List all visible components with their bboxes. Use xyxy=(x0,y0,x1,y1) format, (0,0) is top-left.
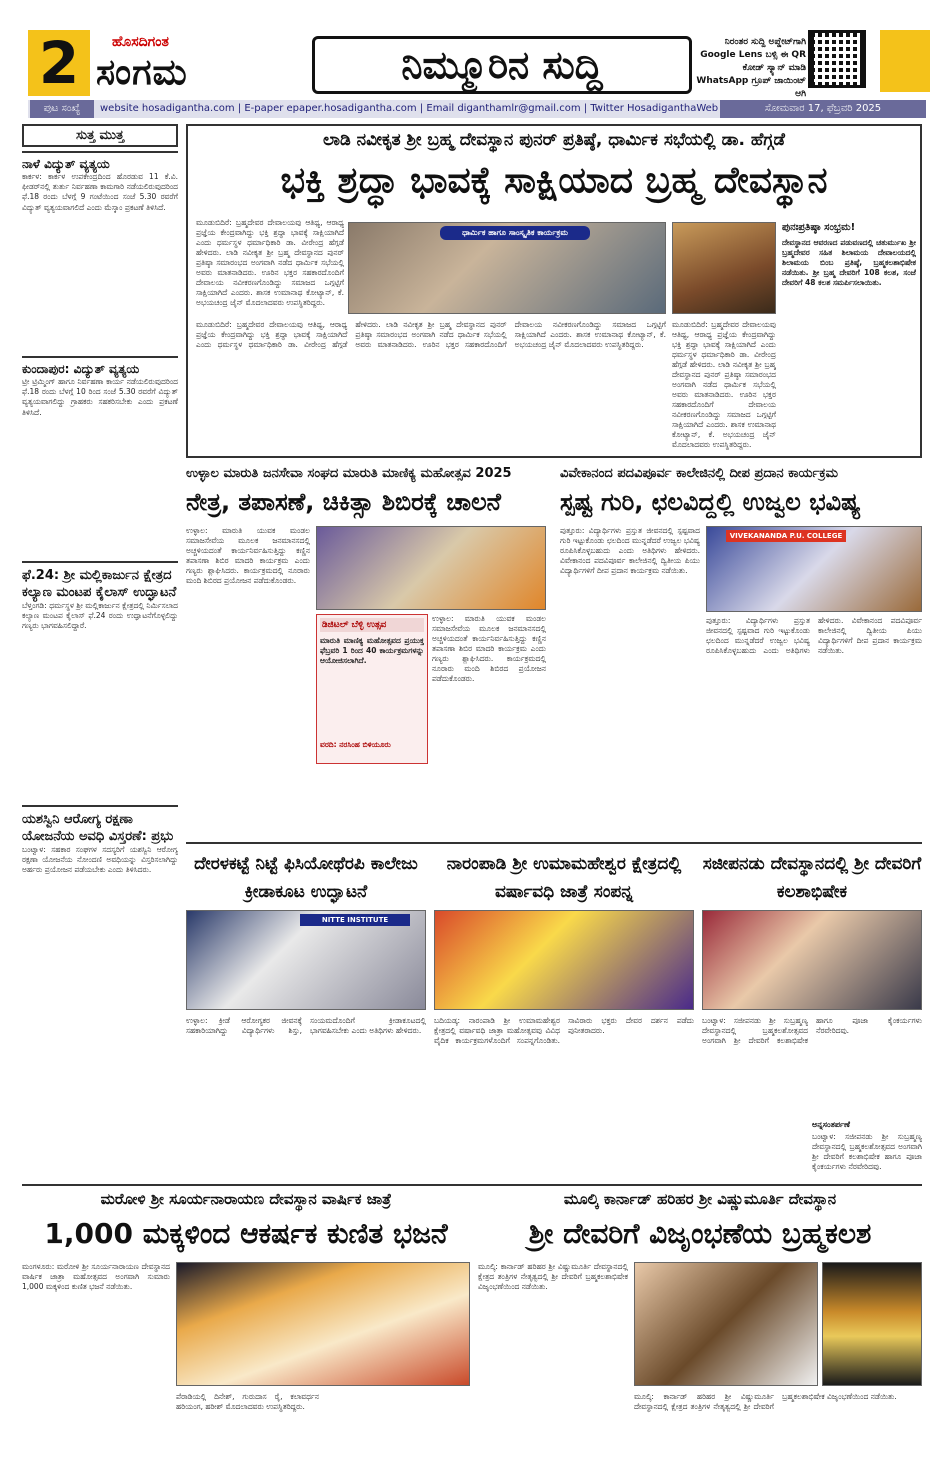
story6-photo xyxy=(702,910,922,1010)
brand-top: ಹೊಸದಿಗಂತ xyxy=(112,34,169,50)
lead-side-title: ಪುನಃಪ್ರತಿಷ್ಠಾ ಸಂಭ್ರಮ! xyxy=(782,222,856,233)
divider xyxy=(22,151,178,153)
qr-note: ನಿರಂತರ ಸುದ್ದಿ ಅಪ್ಡೇಟ್‌ಗಾಗಿ Google Lens ಬಳ್ಸಿ ಈ QR ಕೋಡ್ ಸ್ಕ್ಯಾನ್ ಮಾಡಿ WhatsApp ಗ್ರೂಪ್ ಜಾಯಿಂಟ್ ಆಗಿ xyxy=(696,37,806,99)
story2-headline: ನೇತ್ರ, ತಪಾಸಣೆ, ಚಿಕಿತ್ಸಾ ಶಿಬಿರಕ್ಕೆ ಚಾಲನೆ xyxy=(186,488,501,516)
qr-code-pattern xyxy=(814,36,860,82)
info-links: website hosadigantha.com | E-paper epaper.hosadigantha.com | Email diganthamlr@gmail.com | Twitter HosadiganthaWeb xyxy=(100,103,719,114)
lead-body-col5: ಮೂಡುಬಿದಿರೆ: ಬ್ರಹ್ಮದೇವರ ದೇವಾಲಯವು ಆತಿಥ್ಯ, ಆರಾಧ್ಯ ಪ್ರಜ್ಞೆಯ ಕೇಂದ್ರವಾಗಿದ್ದು ಭಕ್ತಿ ಶ್ರದ್ಧಾ ಭಾವಕ್ಕೆ ಸಾಕ್ಷಿಯಾಗಿದೆ ಎಂದು ಧರ್ಮಸ್ಥಳ ಧರ್ಮಾಧಿಕಾರಿ ಡಾ. ವೀರೇಂದ್ರ ಹೆಗ್ಗಡೆ ಹೇಳಿದರು. ಲಾಡಿ ನವೀಕೃತ ಶ್ರೀ ಬ್ರಹ್ಮ ದೇವಸ್ಥಾನದ ಪುನರ್ ಪ್ರತಿಷ್ಠಾ ಸಮಾರಂಭದ ಅಂಗವಾಗಿ ನಡೆದ ಧಾರ್ಮಿಕ ಸಭೆಯಲ್ಲಿ ಅವರು ಮಾತನಾಡಿದರು. ಊರಿನ ಭಕ್ತರ ಸಹಕಾರದೊಂದಿಗೆ ದೇವಾಲಯ ನವೀಕರಣಗೊಂಡಿದ್ದು ಸಮಾಜದ ಒಗ್ಗಟ್ಟಿಗೆ ಸಾಕ್ಷಿಯಾಗಿದೆ ಎಂದರು. ಶಾಸಕ ಉಮಾನಾಥ ಕೋಟ್ಯಾನ್, ಕೆ. ಅಭಯಚಂದ್ರ ಜೈನ್ ಮೊದಲಾದವರು ಉಪಸ್ಥಿತರಿದ್ದರು. xyxy=(672,320,776,449)
story8-photo-ritual xyxy=(634,1262,818,1386)
story8-photo-idol xyxy=(822,1262,922,1386)
issue-date: ಸೋಮವಾರ 17, ಫೆಬ್ರವರಿ 2025 xyxy=(720,100,926,118)
story5-body: ಬದಿಯಡ್ಕ: ನಾರಂಪಾಡಿ ಶ್ರೀ ಉಮಾಮಹೇಶ್ವರ ಕ್ಷೇತ್ರದಲ್ಲಿ ವರ್ಷಾವಧಿ ಜಾತ್ರಾ ಮಹೋತ್ಸವವು ವಿವಿಧ ವೈದಿಕ ಕಾರ್ಯಕ್ರಮಗಳೊಂದಿಗೆ ಸಂಪನ್ನಗೊಂಡಿತು. ಸಾವಿರಾರು ಭಕ್ತರು ದೇವರ ದರ್ಶನ ಪಡೆದು ಪುನೀತರಾದರು. xyxy=(434,1016,694,1045)
brief-title: ಫೆ.24: ಶ್ರೀ ಮಲ್ಲಿಕಾರ್ಜುನ ಕ್ಷೇತ್ರದ ಕಲ್ಯಾಣ ಮಂಟಪ ಕೈಲಾಸ್ ಉದ್ಘಾಟನೆ xyxy=(22,568,177,600)
story5-headline: ನಾರಂಪಾಡಿ ಶ್ರೀ ಉಮಾಮಹೇಶ್ವರ ಕ್ಷೇತ್ರದಲ್ಲಿ ವರ್ಷಾವಧಿ ಜಾತ್ರೆ ಸಂಪನ್ನ xyxy=(446,854,682,902)
story6-headline: ಸಜೀಪನಡು ದೇವಸ್ಥಾನದಲ್ಲಿ ಶ್ರೀ ದೇವರಿಗೆ ಕಲಶಾಭಿಷೇಕ xyxy=(702,854,922,902)
story7-headline: 1,000 ಮಕ್ಕಳಿಂದ ಆಕರ್ಷಕ ಕುಣಿತ ಭಜನೆ xyxy=(44,1217,448,1250)
info-page-label: ಪುಟ ಸಂಖ್ಯೆ xyxy=(30,100,94,118)
divider xyxy=(186,842,922,844)
story2-kicker: ಉಳ್ಳಾಲ ಮಾರುತಿ ಜನಸೇವಾ ಸಂಘದ ಮಾರುತಿ ಮಾಣಿಕ್ಯ ಮಹೋತ್ಸವ 2025 xyxy=(186,466,512,481)
brief-title: ಕುಂದಾಪುರ: ವಿದ್ಯುತ್ ವ್ಯತ್ಯಯ xyxy=(22,362,140,376)
story4-headline: ದೇರಳಕಟ್ಟೆ ನಿಟ್ಟೆ ಫಿಸಿಯೋಥೆರಪಿ ಕಾಲೇಜು ಕ್ರೀಡಾಕೂಟ ಉದ್ಘಾಟನೆ xyxy=(194,854,418,902)
lead-side-body: ದೇವಸ್ಥಾನದ ಆವರಣದ ಪಡುವಣದಲ್ಲಿ ಚತುರ್ಮುಖ ಶ್ರೀ ಬ್ರಹ್ಮದೇವರ ಸಹಿತ ಶಿಲಾಮಯ ದೇವಾಲಯದಲ್ಲಿ ಶಿಲಾಮಯ ಬಿಂಬ ಪ್ರತಿಷ್ಠೆ, ಬ್ರಹ್ಮಕಲಶಾಭಿಷೇಕ ನಡೆಯಿತು. ಶ್ರೀ ಬ್ರಹ್ಮ ದೇವರಿಗೆ 108 ಕಲಶ, ಸಂಜೆ ದೇವರಿಗೆ 48 ಕಲಶ ಸಮರ್ಪಿಸಲಾಯಿತು. xyxy=(782,238,916,287)
lead-photo-idol xyxy=(672,222,776,314)
story6-body-tail: ಬಂಟ್ವಾಳ: ಸಜೀಪನಡು ಶ್ರೀ ಸುಬ್ರಹ್ಮಣ್ಯ ದೇವಸ್ಥಾನದಲ್ಲಿ ಬ್ರಹ್ಮಕಲಶೋತ್ಸವದ ಅಂಗವಾಗಿ ಶ್ರೀ ದೇವರಿಗೆ ಕಲಶಾಭಿಷೇಕ ಹಾಗೂ ಪೂಜಾ ಕೈಂಕರ್ಯಗಳು ನೆರವೇರಿದವು. xyxy=(812,1132,922,1171)
divider xyxy=(22,356,178,358)
story4-photo-banner: NITTE INSTITUTE xyxy=(300,914,410,926)
divider xyxy=(22,561,178,563)
brief-text: ಕಾರ್ಕಳ: ಕಾರ್ಕಳ ಉಪಕೇಂದ್ರದಿಂದ ಹೊರಡುವ 11 ಕೆ.ವಿ. ಫೀಡರ್‌ನಲ್ಲಿ ತುರ್ತು ನಿರ್ವಹಣಾ ಕಾಮಗಾರಿ ನಡೆಯಲಿರುವುದರಿಂದ ಫೆ.18 ರಂದು ಬೆಳಗ್ಗೆ 9 ಗಂಟೆಯಿಂದ ಸಂಜೆ 5.30 ರವರೆಗೆ ವಿದ್ಯುತ್ ವ್ಯತ್ಯಯವಾಗಲಿದೆ ಎಂದು ಮೆಸ್ಕಾಂ ಪ್ರಕಟಣೆ ತಿಳಿಸಿದೆ. xyxy=(22,172,178,212)
story4-body: ಉಳ್ಳಾಲ: ಕ್ರೀಡೆ ಆರೋಗ್ಯಕರ ಜೀವನಕ್ಕೆ ಸಹಕಾರಿಯಾಗಿದ್ದು ವಿದ್ಯಾರ್ಥಿಗಳು ಶಿಸ್ತು, ಸಂಯಮದೊಂದಿಗೆ ಕ್ರೀಡಾಕೂಟದಲ್ಲಿ ಭಾಗವಹಿಸಬೇಕು ಎಂದು ಅತಿಥಿಗಳು ಹೇಳಿದರು. xyxy=(186,1016,426,1035)
story3-photo-banner: VIVEKANANDA P.U. COLLEGE xyxy=(726,530,846,542)
story8-body: ಮೂಲ್ಕಿ: ಕಾರ್ನಾಡ್ ಹರಿಹರ ಶ್ರೀ ವಿಷ್ಣುಮೂರ್ತಿ ದೇವಸ್ಥಾನದಲ್ಲಿ ಕ್ಷೇತ್ರದ ತಂತ್ರಿಗಳ ನೇತೃತ್ವದಲ್ಲಿ ಶ್ರೀ ದೇವರಿಗೆ ಬ್ರಹ್ಮಕಲಶಾಭಿಷೇಕ ವಿಜೃಂಭಣೆಯಿಂದ ನಡೆಯಿತು. xyxy=(478,1262,628,1291)
brief-text: ಬಂಟ್ವಾಳ: ಸಹಕಾರ ಸಂಘಗಳ ಸದಸ್ಯರಿಗೆ ಯಶಸ್ವಿನಿ ಆರೋಗ್ಯ ರಕ್ಷಣಾ ಯೋಜನೆಯ ನೋಂದಣಿ ಅವಧಿಯನ್ನು ವಿಸ್ತರಿಸಲಾಗಿದ್ದು ಅರ್ಹರು ಪ್ರಯೋಜನ ಪಡೆಯಬೇಕು ಎಂದು ತಿಳಿಸಿದರು. xyxy=(22,845,178,875)
story2-body-col: ಉಳ್ಳಾಲ: ಮಾರುತಿ ಯುವಕ ಮಂಡಲ ಸಮಾಜಸೇವೆಯ ಮೂಲಕ ಜನಮಾನಸದಲ್ಲಿ ಅಚ್ಚಳಿಯದಂತೆ ಕಾರ್ಯನಿರ್ವಹಿಸುತ್ತಿದ್ದು ಕಣ್ಣಿನ ತಪಾಸಣಾ ಶಿಬಿರ ಮಾದರಿ ಕಾರ್ಯಕ್ರಮ ಎಂದು ಗಣ್ಯರು ಶ್ಲಾಘಿಸಿದರು. ಕಾರ್ಯಕ್ರಮದಲ್ಲಿ ನೂರಾರು ಮಂದಿ ಶಿಬಿರದ ಪ್ರಯೋಜನ ಪಡೆದುಕೊಂಡರು. xyxy=(432,614,546,683)
divider xyxy=(22,805,178,807)
story2-photo xyxy=(316,526,546,610)
lead-headline: ಭಕ್ತಿ ಶ್ರದ್ಧಾ ಭಾವಕ್ಕೆ ಸಾಕ್ಷಿಯಾದ ಬ್ರಹ್ಮ ದೇವಸ್ಥಾನ xyxy=(280,160,828,201)
story2-body: ಉಳ್ಳಾಲ: ಮಾರುತಿ ಯುವಕ ಮಂಡಲ ಸಮಾಜಸೇವೆಯ ಮೂಲಕ ಜನಮಾನಸದಲ್ಲಿ ಅಚ್ಚಳಿಯದಂತೆ ಕಾರ್ಯನಿರ್ವಹಿಸುತ್ತಿದ್ದು ಕಣ್ಣಿನ ತಪಾಸಣಾ ಶಿಬಿರ ಮಾದರಿ ಕಾರ್ಯಕ್ರಮ ಎಂದು ಗಣ್ಯರು ಶ್ಲಾಘಿಸಿದರು. ಕಾರ್ಯಕ್ರಮದಲ್ಲಿ ನೂರಾರು ಮಂದಿ ಶಿಬಿರದ ಪ್ರಯೋಜನ ಪಡೆದುಕೊಂಡರು. xyxy=(186,526,310,585)
epaper-link[interactable]: E-paper epaper.hosadigantha.com xyxy=(244,103,417,114)
email-link[interactable]: Email diganthamlr@gmail.com xyxy=(426,103,581,114)
story8-kicker: ಮೂಲ್ಕಿ ಕಾರ್ನಾಡ್ ಹರಿಹರ ಶ್ರೀ ವಿಷ್ಣುಮೂರ್ತಿ ದೇವಸ್ಥಾನ xyxy=(563,1190,837,1208)
brief-title: ಯಶಸ್ವಿನಿ ಆರೋಗ್ಯ ರಕ್ಷಣಾ ಯೋಜನೆಯ ಅವಧಿ ವಿಸ್ತರಣೆ: ಪ್ರಭು xyxy=(22,812,174,844)
story2-tag-body: ಮಾರುತಿ ಮಾಣಿಕ್ಯ ಮಹೋತ್ಸವದ ಪ್ರಯುಕ್ತ ಫೆಬ್ರವರಿ 1 ರಿಂದ 40 ಕಾರ್ಯಕ್ರಮಗಳನ್ನು ಆಯೋಜಿಸಲಾಗಿದೆ. xyxy=(320,636,424,665)
story7-kicker: ಮರೋಳಿ ಶ್ರೀ ಸೂರ್ಯನಾರಾಯಣ ದೇವಸ್ಥಾನ ವಾರ್ಷಿಕ ಜಾತ್ರೆ xyxy=(100,1190,392,1208)
story6-body: ಬಂಟ್ವಾಳ: ಸಜೀಪನಡು ಶ್ರೀ ಸುಬ್ರಹ್ಮಣ್ಯ ದೇವಸ್ಥಾನದಲ್ಲಿ ಬ್ರಹ್ಮಕಲಶೋತ್ಸವದ ಅಂಗವಾಗಿ ಶ್ರೀ ದೇವರಿಗೆ ಕಲಶಾಭಿಷೇಕ ಹಾಗೂ ಪೂಜಾ ಕೈಂಕರ್ಯಗಳು ನೆರವೇರಿದವು. xyxy=(702,1016,922,1045)
story8-headline: ಶ್ರೀ ದೇವರಿಗೆ ವಿಜೃಂಭಣೆಯ ಬ್ರಹ್ಮಕಲಶ xyxy=(528,1217,872,1250)
brief-text: ಬೆಳ್ತಂಗಡಿ: ಧರ್ಮಸ್ಥಳ ಶ್ರೀ ಮಲ್ಲಿಕಾರ್ಜುನ ಕ್ಷೇತ್ರದಲ್ಲಿ ನಿರ್ಮಿಸಲಾದ ಕಲ್ಯಾಣ ಮಂಟಪ ಕೈಲಾಸ್ ಫೆ.24 ರಂದು ಉದ್ಘಾಟನೆಗೊಳ್ಳಲಿದ್ದು ಗಣ್ಯರು ಭಾಗವಹಿಸಲಿದ್ದಾರೆ. xyxy=(22,601,178,631)
lead-body-cols: ಮೂಡುಬಿದಿರೆ: ಬ್ರಹ್ಮದೇವರ ದೇವಾಲಯವು ಆತಿಥ್ಯ, ಆರಾಧ್ಯ ಪ್ರಜ್ಞೆಯ ಕೇಂದ್ರವಾಗಿದ್ದು ಭಕ್ತಿ ಶ್ರದ್ಧಾ ಭಾವಕ್ಕೆ ಸಾಕ್ಷಿಯಾಗಿದೆ ಎಂದು ಧರ್ಮಸ್ಥಳ ಧರ್ಮಾಧಿಕಾರಿ ಡಾ. ವೀರೇಂದ್ರ ಹೆಗ್ಗಡೆ ಹೇಳಿದರು. ಲಾಡಿ ನವೀಕೃತ ಶ್ರೀ ಬ್ರಹ್ಮ ದೇವಸ್ಥಾನದ ಪುನರ್ ಪ್ರತಿಷ್ಠಾ ಸಮಾರಂಭದ ಅಂಗವಾಗಿ ನಡೆದ ಧಾರ್ಮಿಕ ಸಭೆಯಲ್ಲಿ ಅವರು ಮಾತನಾಡಿದರು. ಊರಿನ ಭಕ್ತರ ಸಹಕಾರದೊಂದಿಗೆ ದೇವಾಲಯ ನವೀಕರಣಗೊಂಡಿದ್ದು ಸಮಾಜದ ಒಗ್ಗಟ್ಟಿಗೆ ಸಾಕ್ಷಿಯಾಗಿದೆ ಎಂದರು. ಶಾಸಕ ಉಮಾನಾಥ ಕೋಟ್ಯಾನ್, ಕೆ. ಅಭಯಚಂದ್ರ ಜೈನ್ ಮೊದಲಾದವರು ಉಪಸ್ಥಿತರಿದ್ದರು. xyxy=(196,320,666,349)
story7-body: ಮಂಗಳೂರು: ಮರೋಳಿ ಶ್ರೀ ಸೂರ್ಯನಾರಾಯಣ ದೇವಸ್ಥಾನದ ವಾರ್ಷಿಕ ಜಾತ್ರಾ ಮಹೋತ್ಸವದ ಅಂಗವಾಗಿ ಸುಮಾರು 1,000 ಮಕ್ಕಳಿಂದ ಕುಣಿತ ಭಜನೆ ನಡೆಯಿತು. xyxy=(22,1262,170,1291)
website-link[interactable]: website hosadigantha.com xyxy=(100,103,235,114)
lead-kicker: ಲಾಡಿ ನವೀಕೃತ ಶ್ರೀ ಬ್ರಹ್ಮ ದೇವಸ್ಥಾನ ಪುನರ್ ಪ್ರತಿಷ್ಠೆ, ಧಾರ್ಮಿಕ ಸಭೆಯಲ್ಲಿ ಡಾ. ಹೆಗ್ಗಡೆ xyxy=(323,130,785,150)
story5-photo xyxy=(434,910,694,1010)
lead-photo-banner: ಧಾರ್ಮಿಕ ಹಾಗೂ ಸಾಂಸ್ಕೃತಿಕ ಕಾರ್ಯಕ್ರಮ xyxy=(440,226,590,240)
brief-text: ಟ್ರೀ ಟ್ರಿಮ್ಮಿಂಗ್ ಹಾಗೂ ನಿರ್ವಹಣಾ ಕಾರ್ಯ ನಡೆಯಲಿರುವುದರಿಂದ ಫೆ.18 ರಂದು ಬೆಳಗ್ಗೆ 10 ರಿಂದ ಸಂಜೆ 5.30 ರವರೆಗೆ ವಿದ್ಯುತ್ ವ್ಯತ್ಯಯವಾಗಲಿದ್ದು ಗ್ರಾಹಕರು ಸಹಕರಿಸಬೇಕು ಎಂದು ಪ್ರಕಟಣೆ ತಿಳಿಸಿದೆ. xyxy=(22,377,178,417)
left-briefs-column xyxy=(22,124,178,1184)
briefs-header: ಸುತ್ತ ಮುತ್ತ xyxy=(22,124,178,147)
story6-subtitle: ಅನ್ನಸಂತರ್ಪಣೆ xyxy=(812,1120,850,1129)
lead-body-col1: ಮೂಡುಬಿದಿರೆ: ಬ್ರಹ್ಮದೇವರ ದೇವಾಲಯವು ಆತಿಥ್ಯ, ಆರಾಧ್ಯ ಪ್ರಜ್ಞೆಯ ಕೇಂದ್ರವಾಗಿದ್ದು ಭಕ್ತಿ ಶ್ರದ್ಧಾ ಭಾವಕ್ಕೆ ಸಾಕ್ಷಿಯಾಗಿದೆ ಎಂದು ಧರ್ಮಸ್ಥಳ ಧರ್ಮಾಧಿಕಾರಿ ಡಾ. ವೀರೇಂದ್ರ ಹೆಗ್ಗಡೆ ಹೇಳಿದರು. ಲಾಡಿ ನವೀಕೃತ ಶ್ರೀ ಬ್ರಹ್ಮ ದೇವಸ್ಥಾನದ ಪುನರ್ ಪ್ರತಿಷ್ಠಾ ಸಮಾರಂಭದ ಅಂಗವಾಗಿ ನಡೆದ ಧಾರ್ಮಿಕ ಸಭೆಯಲ್ಲಿ ಅವರು ಮಾತನಾಡಿದರು. ಊರಿನ ಭಕ್ತರ ಸಹಕಾರದೊಂದಿಗೆ ದೇವಾಲಯ ನವೀಕರಣಗೊಂಡಿದ್ದು ಸಮಾಜದ ಒಗ್ಗಟ್ಟಿಗೆ ಸಾಕ್ಷಿಯಾಗಿದೆ ಎಂದರು. ಶಾಸಕ ಉಮಾನಾಥ ಕೋಟ್ಯಾನ್, ಕೆ. ಅಭಯಚಂದ್ರ ಜೈನ್ ಮೊದಲಾದವರು ಉಪಸ್ಥಿತರಿದ್ದರು. xyxy=(196,218,344,307)
section-title: ನಿಮ್ಮೂರಿನ ಸುದ್ದಿ xyxy=(312,36,692,94)
story2-tag-author: ವರದಿ: ನರಸಿಂಹ ಬಿಳಿಯೂರು xyxy=(320,740,391,749)
story3-body-cols: ಪುತ್ತೂರು: ವಿದ್ಯಾರ್ಥಿಗಳು ಪ್ರಸ್ತುತ ಜೀವನದಲ್ಲಿ ಸ್ಪಷ್ಟವಾದ ಗುರಿ ಇಟ್ಟುಕೊಂಡು ಛಲದಿಂದ ಮುನ್ನಡೆದರೆ ಉಜ್ವಲ ಭವಿಷ್ಯ ರೂಪಿಸಿಕೊಳ್ಳಬಹುದು ಎಂದು ಅತಿಥಿಗಳು ಹೇಳಿದರು. ವಿವೇಕಾನಂದ ಪದವಿಪೂರ್ವ ಕಾಲೇಜಿನಲ್ಲಿ ದ್ವಿತೀಯ ಪಿಯು ವಿದ್ಯಾರ್ಥಿಗಳಿಗೆ ದೀಪ ಪ್ರದಾನ ಕಾರ್ಯಕ್ರಮ ನಡೆಯಿತು. xyxy=(706,616,922,655)
story8-body-cols: ಮೂಲ್ಕಿ: ಕಾರ್ನಾಡ್ ಹರಿಹರ ಶ್ರೀ ವಿಷ್ಣುಮೂರ್ತಿ ದೇವಸ್ಥಾನದಲ್ಲಿ ಕ್ಷೇತ್ರದ ತಂತ್ರಿಗಳ ನೇತೃತ್ವದಲ್ಲಿ ಶ್ರೀ ದೇವರಿಗೆ ಬ್ರಹ್ಮಕಲಶಾಭಿಷೇಕ ವಿಜೃಂಭಣೆಯಿಂದ ನಡೆಯಿತು. xyxy=(634,1392,897,1411)
corner-strip xyxy=(880,30,930,92)
brand-title: ಸಂಗಮ xyxy=(96,52,188,93)
brief-title: ನಾಳೆ ವಿದ್ಯುತ್ ವ್ಯತ್ಯಯ xyxy=(22,157,110,171)
story3-body: ಪುತ್ತೂರು: ವಿದ್ಯಾರ್ಥಿಗಳು ಪ್ರಸ್ತುತ ಜೀವನದಲ್ಲಿ ಸ್ಪಷ್ಟವಾದ ಗುರಿ ಇಟ್ಟುಕೊಂಡು ಛಲದಿಂದ ಮುನ್ನಡೆದರೆ ಉಜ್ವಲ ಭವಿಷ್ಯ ರೂಪಿಸಿಕೊಳ್ಳಬಹುದು ಎಂದು ಅತಿಥಿಗಳು ಹೇಳಿದರು. ವಿವೇಕಾನಂದ ಪದವಿಪೂರ್ವ ಕಾಲೇಜಿನಲ್ಲಿ ದ್ವಿತೀಯ ಪಿಯು ವಿದ್ಯಾರ್ಥಿಗಳಿಗೆ ದೀಪ ಪ್ರದಾನ ಕಾರ್ಯಕ್ರಮ ನಡೆಯಿತು. xyxy=(560,526,700,575)
story7-caption: ಪೆರಾಡಿಯಲ್ಲಿ ದಿನೇಶ್, ಗುರುದಾಸ ರೈ, ಕಲಾವರ್ಧನ ಹರಿಯಂಗ, ಹರೀಶ್ ಮೊದಲಾದವರು ಉಪಸ್ಥಿತರಿದ್ದರು. xyxy=(176,1392,319,1411)
twitter-link[interactable]: Twitter HosadiganthaWeb xyxy=(590,103,719,114)
story7-photo xyxy=(176,1262,470,1386)
story3-headline: ಸ್ಪಷ್ಟ ಗುರಿ, ಛಲವಿದ್ದಲ್ಲಿ ಉಜ್ವಲ ಭವಿಷ್ಯ xyxy=(560,488,861,516)
story3-kicker: ವಿವೇಕಾನಂದ ಪದವಿಪೂರ್ವ ಕಾಲೇಜಿನಲ್ಲಿ ದೀಪ ಪ್ರದಾನ ಕಾರ್ಯಕ್ರಮ xyxy=(560,466,839,481)
divider xyxy=(22,1184,922,1186)
page-number: 2 xyxy=(28,30,90,96)
story2-tag-title: ಡಿಜಿಟಲ್ ಬೆಳ್ಳಿ ಉತ್ಸವ xyxy=(320,618,424,632)
